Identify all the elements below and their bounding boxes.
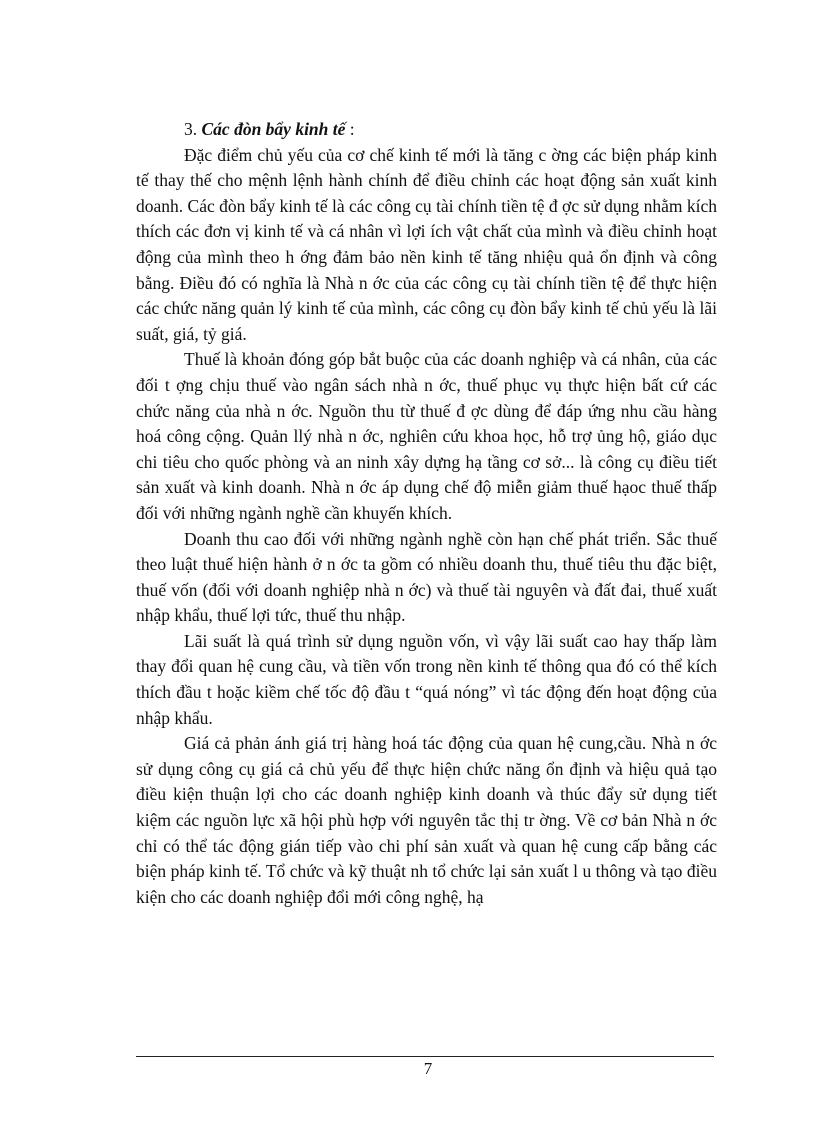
paragraph-revenue: Doanh thu cao đối với những ngành nghề còn hạn chế phát triển. Sắc thuế theo luật thuế hiện hành ở n ớc ta gồm có nhiều doanh thu, thuế tiêu thu đặc biệt, thuế vốn (đối với doanh nghiệp nhà n ớc) và thuế tài nguyên và đất đai, thuế xuất nhập khẩu, thuế lợi tức, thuế thu nhập. — [136, 528, 717, 626]
paragraph-interest-rate: Lãi suất là quá trình sử dụng nguồn vốn, vì vậy lãi suất cao hay thấp làm thay đổi quan hệ cung cầu, và tiền vốn trong nền kinh tế thông qua đó có thể kích thích đầu t hoặc kiềm chế tốc độ đầu t “quá nóng” vì tác động đến hoạt động của nhập khẩu. — [136, 630, 717, 728]
section-number: 3. — [184, 119, 202, 139]
paragraph-economic-mechanism: Đặc điểm chủ yếu của cơ chế kinh tế mới là tăng c ờng các biện pháp kinh tế thay thế cho mệnh lệnh hành chính để điều chỉnh các hoạt động sản xuất kinh doanh. Các đòn bẩy kinh tế là các công cụ tài chính tiền tệ đ ợc sử dụng nhằm kích thích các đơn vị kinh tế và cá nhân vì lợi ích vật chất của mình và điều chỉnh hoạt động của mình theo h ớng đảm bảo nền kinh tế tăng nhiệu quả ổn định và công bằng. Điều đó có nghĩa là Nhà n ớc của các công cụ tài chính tiền tệ để thực hiện các chức năng quản lý kinh tế của mình, các công cụ đòn bẩy kinh tế chủ yếu là lãi suất, giá, tỷ giá. — [136, 144, 717, 344]
section-heading — [136, 117, 717, 143]
section-title-suffix: : — [345, 119, 355, 139]
paragraph-price: Giá cả phản ánh giá trị hàng hoá tác động của quan hệ cung,cầu. Nhà n ớc sử dụng công cụ giá cả chủ yếu để thực hiện chức năng ổn định và hiệu quả tạo điều kiện thuận lợi cho các doanh nghiệp kinh doanh và thúc đẩy sử dụng tiết kiệm các nguồn lực xã hội phù hợp với nguyên tắc thị tr ờng. Về cơ bản Nhà n ớc chỉ có thể tác động gián tiếp vào chi phí sản xuất và quan hệ cung cấp bằng các biện pháp kinh tế. Tổ chức và kỹ thuật nh tổ chức lại sản xuất l u thông và tạo điều kiện cho các doanh nghiệp đổi mới công nghệ, hạ — [136, 733, 717, 907]
page-number: 7 — [423, 1059, 433, 1078]
paragraph-tax: Thuế là khoản đóng góp bắt buộc của các doanh nghiệp và cá nhân, của các đối t ợng chịu thuế vào ngân sách nhà n ớc, thuế phục vụ thực hiện bất cứ các chức năng của nhà n ớc. Nguồn thu từ thuế đ ợc dùng để đáp ứng nhu cầu hàng hoá công cộng. Quản llý nhà n ớc, nghiên cứu khoa học, hỗ trợ ủng hộ, giáo dục chi tiêu cho quốc phòng và an ninh xây dựng hạ tầng cơ sở... là công cụ điều tiết sản xuất và kinh doanh. Nhà n ớc áp dụng chế độ miễn giảm thuế hạoc thuế thấp đối với những ngành nghề cần khuyến khích. — [136, 349, 717, 523]
section-title: Các đòn bẩy kinh tế — [201, 119, 346, 139]
footer-divider — [136, 1056, 714, 1057]
page-body — [136, 117, 717, 910]
